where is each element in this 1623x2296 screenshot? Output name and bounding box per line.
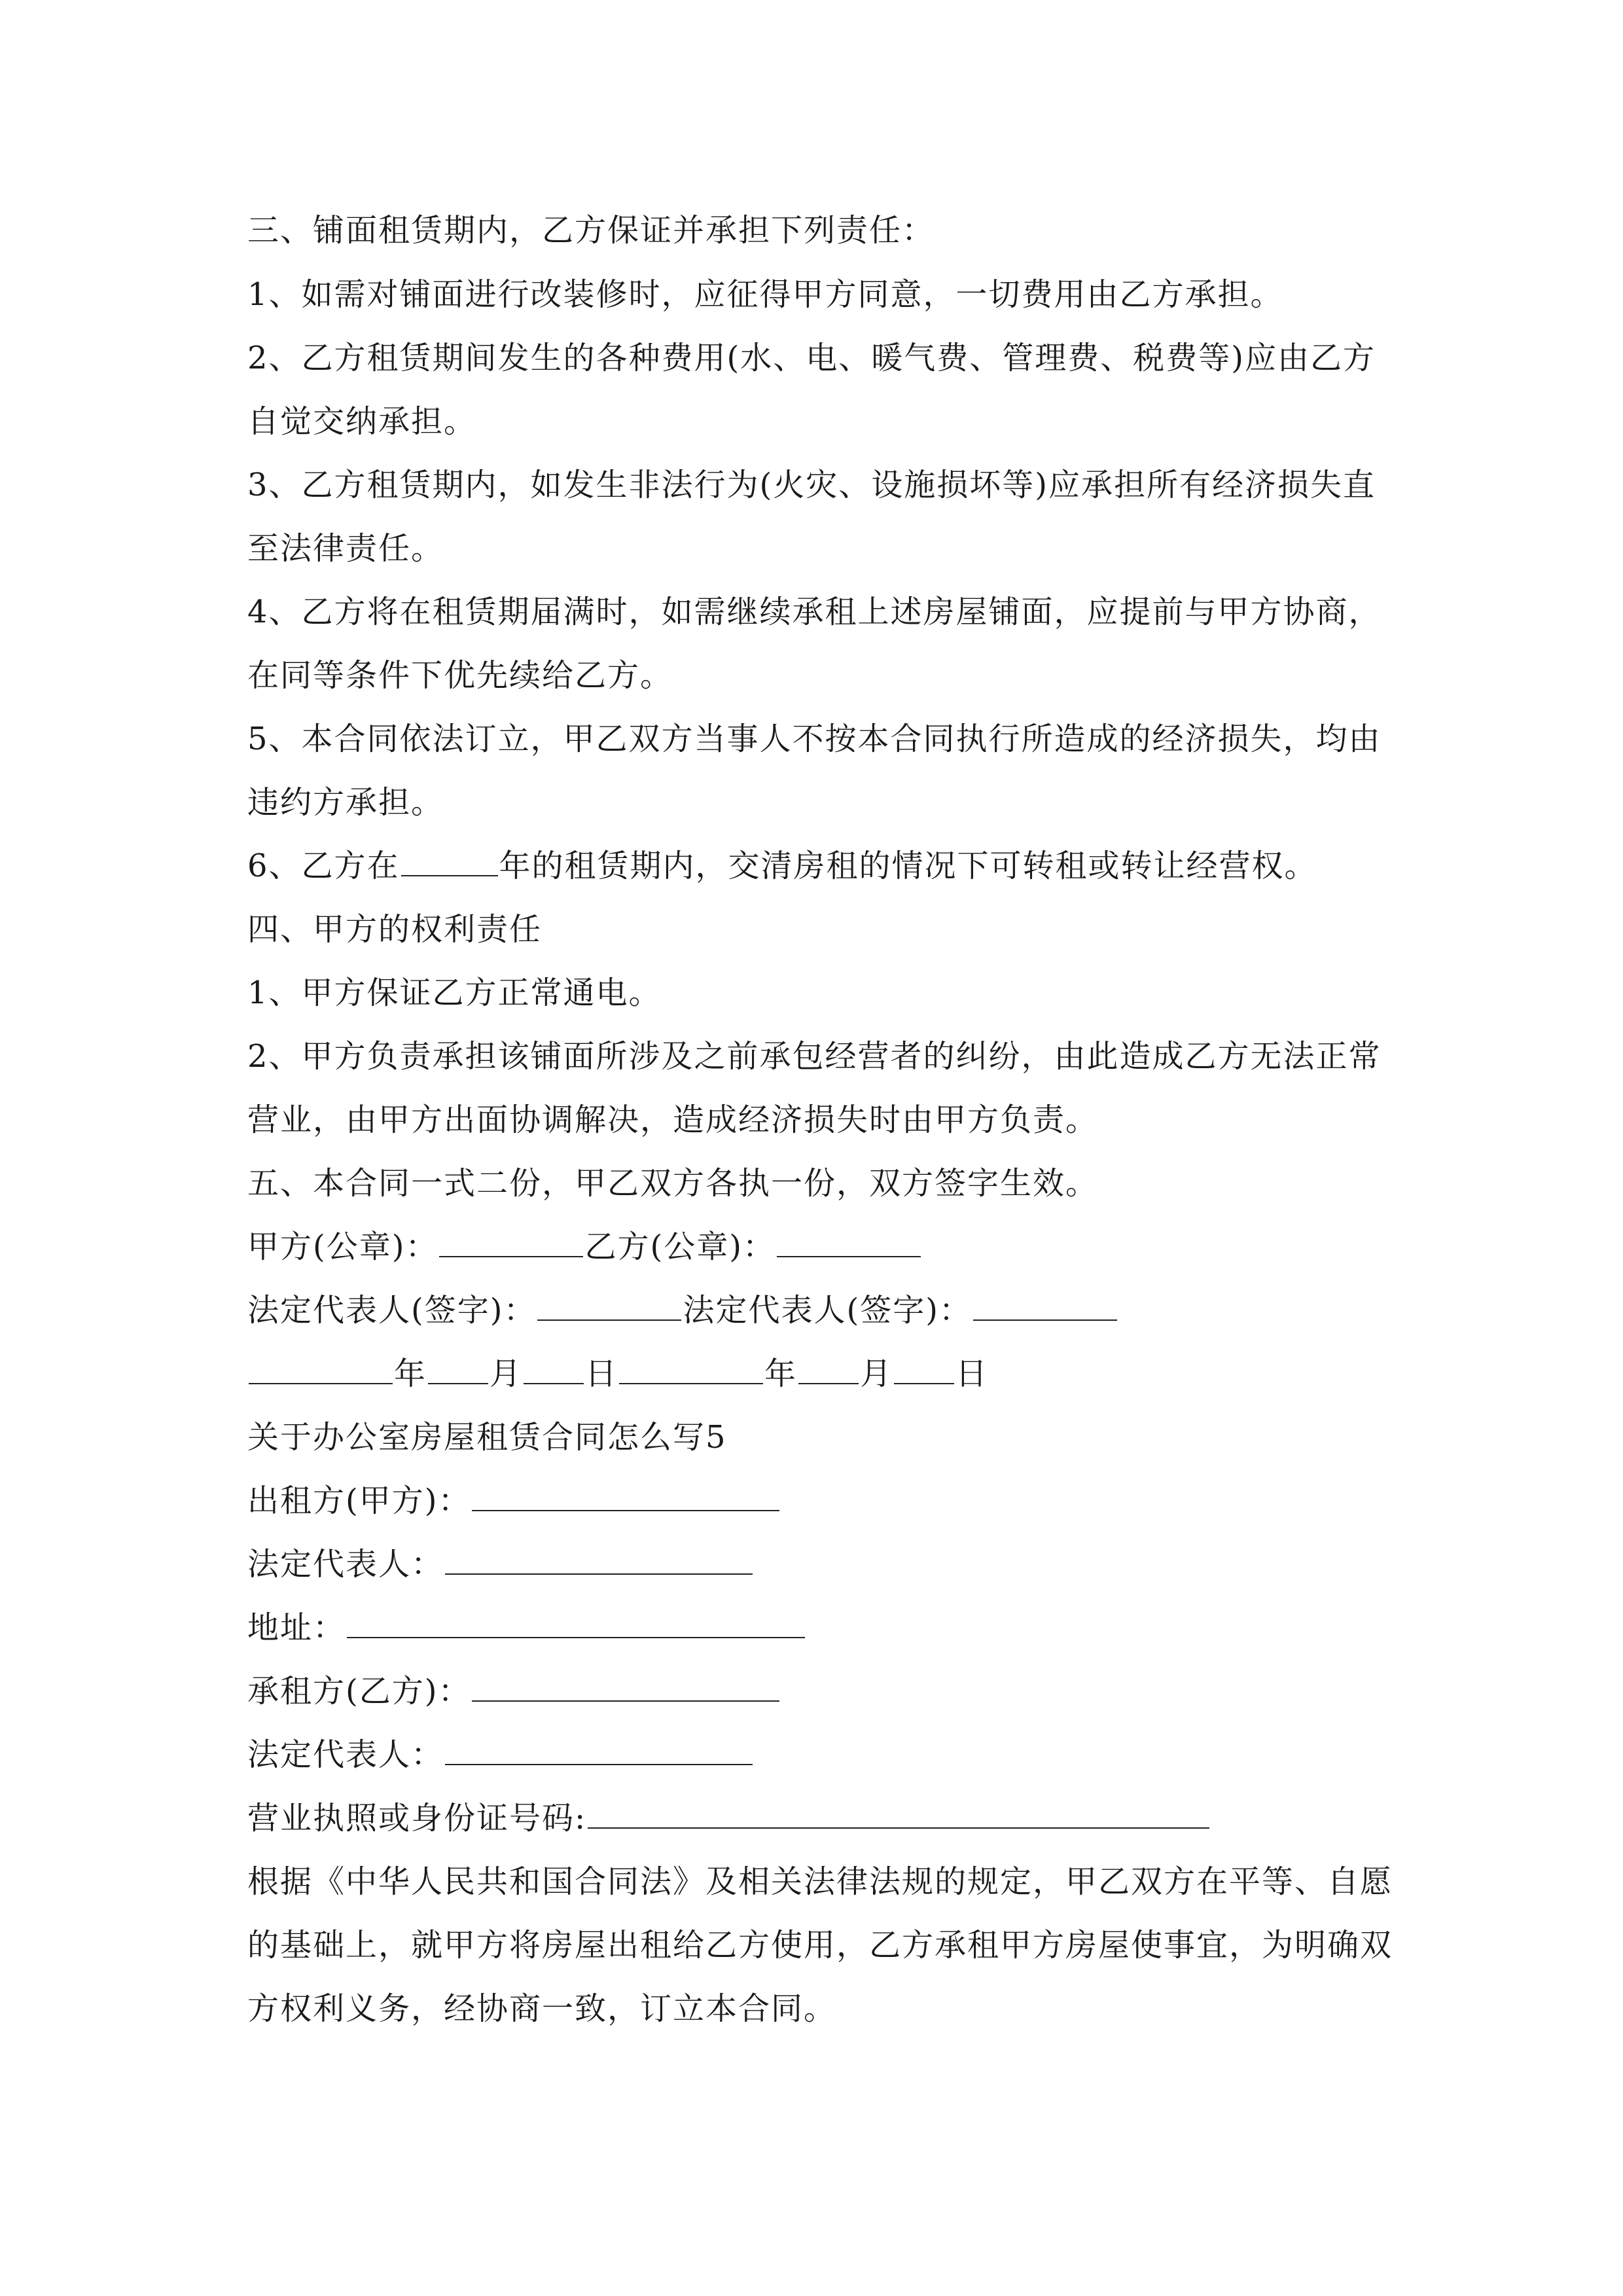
section-3-heading: 三、铺面租赁期内，乙方保证并承担下列责任： xyxy=(247,212,935,249)
month-label: 月 xyxy=(490,1355,523,1392)
item-6-suffix: 年的租赁期内，交清房租的情况下可转租或转让经营权。 xyxy=(499,848,1317,884)
section-3-item-4-line-2: 在同等条件下优先续给乙方。 xyxy=(247,657,673,694)
contract-5-title: 关于办公室房屋租赁合同怎么写5 xyxy=(247,1419,727,1456)
legal-rep-sign-b-label: 法定代表人(签字)： xyxy=(683,1292,972,1329)
date-b-year-blank[interactable] xyxy=(619,1354,763,1384)
item-6-prefix: 6、乙方在 xyxy=(247,848,400,884)
party-b-seal-label: 乙方(公章)： xyxy=(584,1229,776,1265)
year-label: 年 xyxy=(394,1355,427,1392)
lease-years-blank[interactable] xyxy=(401,846,498,876)
lessor-label: 出租方(甲方)： xyxy=(247,1482,471,1519)
section-3-item-3-line-2: 至法律责任。 xyxy=(247,530,444,567)
legal-rep-sign-a-blank[interactable] xyxy=(537,1291,681,1321)
section-4-heading: 四、甲方的权利责任 xyxy=(247,911,543,948)
intro-line-1: 根据《中华人民共和国合同法》及相关法律法规的规定，甲乙双方在平等、自愿 xyxy=(247,1863,1393,1900)
section-4-item-2-line-1: 2、甲方负责承担该铺面所涉及之前承包经营者的纠纷，由此造成乙方无法正常 xyxy=(247,1038,1382,1075)
section-3-item-3-line-1: 3、乙方租赁期内，如发生非法行为(火灾、设施损坏等)应承担所有经济损失直 xyxy=(247,467,1376,503)
lessor-rep-row xyxy=(247,1545,754,1584)
section-3-item-5-line-1: 5、本合同依法订立，甲乙双方当事人不按本合同执行所造成的经济损失，均由 xyxy=(247,721,1382,757)
section-3-item-2-line-1: 2、乙方租赁期间发生的各种费用(水、电、暖气费、管理费、税费等)应由乙方 xyxy=(247,340,1376,376)
intro-line-2: 的基础上，就甲方将房屋出租给乙方使用，乙方承租甲方房屋使事宜，为明确双 xyxy=(247,1927,1393,1964)
section-3-item-4-line-1: 4、乙方将在租赁期届满时，如需继续承租上述房屋铺面，应提前与甲方协商， xyxy=(247,594,1382,630)
lessee-rep-label: 法定代表人： xyxy=(247,1736,444,1773)
legal-rep-sign-a-label: 法定代表人(签字)： xyxy=(247,1292,537,1329)
date-row xyxy=(247,1354,988,1393)
date-a-month-blank[interactable] xyxy=(428,1354,488,1384)
party-a-seal-label: 甲方(公章)： xyxy=(247,1229,438,1265)
day-label: 日 xyxy=(585,1355,618,1392)
license-id-label: 营业执照或身份证号码: xyxy=(247,1800,587,1837)
lessor-row xyxy=(247,1481,781,1520)
lessee-blank[interactable] xyxy=(472,1672,779,1702)
section-3-item-2-line-2: 自觉交纳承担。 xyxy=(247,403,477,440)
section-4-item-1: 1、甲方保证乙方正常通电。 xyxy=(247,975,662,1011)
date-a-year-blank[interactable] xyxy=(249,1354,393,1384)
address-row xyxy=(247,1608,806,1647)
month-label: 月 xyxy=(860,1355,893,1392)
license-id-blank[interactable] xyxy=(588,1799,1209,1829)
legal-rep-sign-row xyxy=(247,1291,1118,1330)
address-blank[interactable] xyxy=(347,1608,805,1638)
section-3-item-1: 1、如需对铺面进行改装修时，应征得甲方同意，一切费用由乙方承担。 xyxy=(247,276,1283,313)
lessee-label: 承租方(乙方)： xyxy=(247,1673,471,1710)
address-label: 地址： xyxy=(247,1609,346,1646)
lessor-rep-label: 法定代表人： xyxy=(247,1546,444,1583)
lessor-rep-blank[interactable] xyxy=(445,1545,753,1575)
day-label: 日 xyxy=(955,1355,989,1392)
section-3-item-6 xyxy=(247,846,1317,886)
section-4-item-2-line-2: 营业，由甲方出面协调解决，造成经济损失时由甲方负责。 xyxy=(247,1102,1099,1138)
date-b-day-blank[interactable] xyxy=(894,1354,954,1384)
lessee-rep-blank[interactable] xyxy=(445,1735,753,1765)
license-id-row xyxy=(247,1799,1211,1838)
date-a-day-blank[interactable] xyxy=(524,1354,584,1384)
party-a-seal-blank[interactable] xyxy=(439,1227,583,1257)
intro-line-3: 方权利义务，经协商一致，订立本合同。 xyxy=(247,1990,837,2027)
party-b-seal-blank[interactable] xyxy=(777,1227,921,1257)
legal-rep-sign-b-blank[interactable] xyxy=(973,1291,1117,1321)
lessee-row xyxy=(247,1672,781,1711)
year-label: 年 xyxy=(764,1355,798,1392)
section-3-item-5-line-2: 违约方承担。 xyxy=(247,784,444,821)
lessor-blank[interactable] xyxy=(472,1481,779,1511)
section-5-heading: 五、本合同一式二份，甲乙双方各执一份，双方签字生效。 xyxy=(247,1165,1099,1202)
seal-row xyxy=(247,1227,922,1266)
lessee-rep-row xyxy=(247,1735,754,1774)
date-b-month-blank[interactable] xyxy=(798,1354,859,1384)
